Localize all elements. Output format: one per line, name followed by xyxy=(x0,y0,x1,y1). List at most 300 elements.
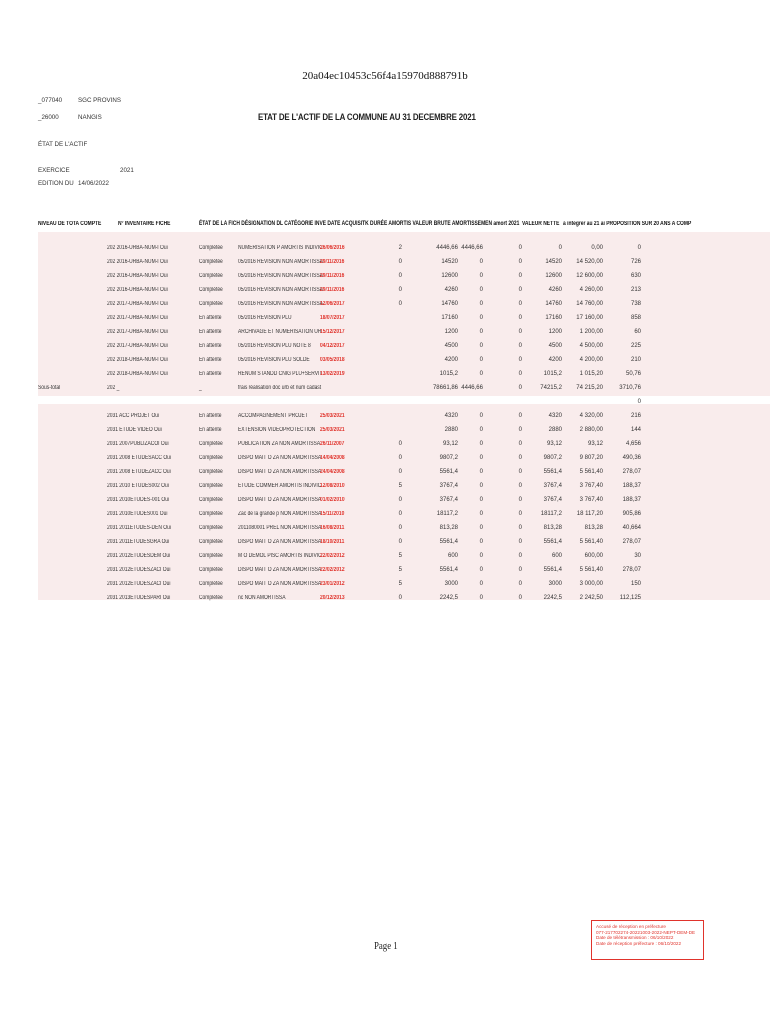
org-name-1: SGC PROVINS xyxy=(78,97,121,104)
table-cell-integ: 17 160,00 xyxy=(576,315,603,321)
table-cell-inv: 202 2018-URBA-NUM-I Oui xyxy=(107,357,168,363)
table-cell-prop: 905,86 xyxy=(622,511,641,517)
table-cell-etat: En attente xyxy=(199,427,222,433)
table-cell-amort: 0 xyxy=(479,413,483,419)
table-cell-desig: EXTENSION VIDEOPROTECTION xyxy=(238,427,316,433)
table-cell-duree: 5 xyxy=(398,567,402,573)
table-row xyxy=(0,271,770,283)
table-cell-amort: 0 xyxy=(479,343,483,349)
table-cell-integ: 14 520,00 xyxy=(576,259,603,265)
table-row xyxy=(0,551,770,563)
table-cell-amort: 0 xyxy=(479,469,483,475)
table-row xyxy=(0,411,770,423)
table-cell-brut: 14760 xyxy=(441,301,458,307)
table-cell-prop: 3710,76 xyxy=(619,385,641,391)
table-cell-duree: 0 xyxy=(398,539,402,545)
table-cell-prop: 278,07 xyxy=(622,539,641,545)
table-cell-etat: Complétée xyxy=(199,567,223,573)
table-cell-inv: 2031 2010ETUDES001 Oui xyxy=(107,511,168,517)
table-cell-prop: 188,37 xyxy=(622,483,641,489)
table-cell-amort: 4446,66 xyxy=(461,245,483,251)
table-cell-inv: 2031 2010 ETUDES002 Oui xyxy=(107,483,169,489)
table-cell-amort: 0 xyxy=(479,539,483,545)
table-cell-level: Sous-total xyxy=(38,385,61,391)
table-cell-integ: 2 880,00 xyxy=(579,427,603,433)
table-cell-date: 18/07/2017 xyxy=(320,315,345,321)
table-cell-brut: 78661,86 xyxy=(432,385,458,391)
table-cell-net: 2242,5 xyxy=(543,595,562,601)
table-cell-date: 15/12/2017 xyxy=(320,329,345,335)
document-hash: 20a04ec10453c56f4a15970d888791b xyxy=(302,70,468,82)
table-cell-date: 24/04/2008 xyxy=(320,469,345,475)
table-cell-net: 5561,4 xyxy=(543,567,562,573)
table-cell-net: 9807,2 xyxy=(543,455,562,461)
table-cell-integ: 3 767,40 xyxy=(579,497,603,503)
table-cell-etat: Complétée xyxy=(199,259,223,265)
table-cell-a2021: 0 xyxy=(518,245,522,251)
table-cell-duree: 0 xyxy=(398,273,402,279)
table-cell-inv: 202 2016-URBA-NUM-I Oui xyxy=(107,287,168,293)
table-cell-brut: 4260 xyxy=(444,287,458,293)
table-cell-duree: 0 xyxy=(398,525,402,531)
table-cell-prop: 112,125 xyxy=(619,595,641,601)
table-cell-inv: 2031 2012ETUDESDEM Oui xyxy=(107,553,171,559)
table-cell-date: 26/06/2016 xyxy=(320,245,345,251)
table-cell-net: 2880 xyxy=(548,427,562,433)
table-cell-net: 4200 xyxy=(548,357,562,363)
table-cell-brut: 4200 xyxy=(444,357,458,363)
table-cell-a2021: 0 xyxy=(518,497,522,503)
table-cell-net: 3000 xyxy=(548,581,562,587)
table-cell-prop: 50,76 xyxy=(625,371,641,377)
table-cell-brut: 5561,4 xyxy=(439,567,458,573)
table-cell-net: 1200 xyxy=(548,329,562,335)
table-cell-net: 74215,2 xyxy=(540,385,562,391)
table-cell-brut: 4500 xyxy=(444,343,458,349)
table-cell-etat: En attente xyxy=(199,357,222,363)
table-row xyxy=(0,355,770,367)
table-cell-inv: 202 2017-URBA-NUM-I Oui xyxy=(107,315,168,321)
table-cell-amort: 0 xyxy=(479,553,483,559)
table-cell-integ: 18 117,20 xyxy=(576,511,603,517)
table-cell-a2021: 0 xyxy=(518,329,522,335)
table-cell-net: 4260 xyxy=(548,287,562,293)
table-cell-net: 17160 xyxy=(545,315,562,321)
table-row xyxy=(0,467,770,479)
table-cell-desig: 2011080001 PREL NON AMORTISSA xyxy=(238,525,322,531)
table-cell-etat: Complétée xyxy=(199,595,223,601)
table-cell-prop: 630 xyxy=(630,273,641,279)
table-cell-brut: 1200 xyxy=(444,329,458,335)
table-cell-date: 29/11/2016 xyxy=(320,273,345,279)
table-cell-a2021: 0 xyxy=(518,567,522,573)
table-cell-integ: 3 767,40 xyxy=(579,483,603,489)
table-cell-prop: 0 xyxy=(637,399,641,405)
table-cell-etat: Complétée xyxy=(199,497,223,503)
table-cell-prop: 144 xyxy=(630,427,641,433)
table-cell-etat: En attente xyxy=(199,329,222,335)
table-cell-prop: 216 xyxy=(630,413,641,419)
table-cell-inv: 2031 2010ETUDES-001 Oui xyxy=(107,497,170,503)
table-cell-date: 29/11/2016 xyxy=(320,259,345,265)
table-row xyxy=(0,397,770,409)
table-cell-brut: 2242,5 xyxy=(439,595,458,601)
table-cell-a2021: 0 xyxy=(518,343,522,349)
table-cell-prop: 188,37 xyxy=(622,497,641,503)
table-cell-integ: 12 600,00 xyxy=(576,273,603,279)
table-cell-inv: 2031 2011ETUDES-DEN Oui xyxy=(107,525,171,531)
exercice-label: EXERCICE xyxy=(38,167,70,174)
section-title: ÉTAT DE L'ACTIF xyxy=(38,141,88,148)
table-cell-brut: 2880 xyxy=(444,427,458,433)
table-cell-a2021: 0 xyxy=(518,259,522,265)
table-cell-inv: 2031 2008 ETUDEZACC Oui xyxy=(107,469,171,475)
table-row xyxy=(0,341,770,353)
table-cell-etat: Complétée xyxy=(199,273,223,279)
table-cell-brut: 18117,2 xyxy=(436,511,458,517)
table-cell-etat: Complétée xyxy=(199,539,223,545)
org-code-1: _077040 xyxy=(38,97,63,104)
table-cell-inv: 2031 2012ETUDESZACI Oui xyxy=(107,567,171,573)
table-cell-prop: 278,07 xyxy=(622,567,641,573)
table-cell-etat: En attente xyxy=(199,413,222,419)
column-header-level: NIVEAU DE TOTA COMPTE xyxy=(38,221,102,227)
column-header-details: ÉTAT DE LA FICH DÉSIGNATION DL CATÉGORIE INVE DATE ACQUISITK DURÉE AMORTIS VALEUR BRUTE AMORTISSEMEN amort 2021 xyxy=(199,221,520,227)
table-cell-integ: 0,00 xyxy=(591,245,603,251)
table-cell-a2021: 0 xyxy=(518,371,522,377)
stamp-line: Accusé de réception en préfecture xyxy=(596,924,666,929)
table-cell-desig: Zac de la grande p NON AMORTISSA xyxy=(238,511,322,517)
table-cell-date: 01/02/2010 xyxy=(320,497,345,503)
table-cell-brut: 3767,4 xyxy=(439,483,458,489)
table-cell-net: 0 xyxy=(558,245,562,251)
table-cell-desig: DISPO MAIT O ZA NON AMORTISSA xyxy=(238,581,322,587)
table-cell-date: 14/04/2008 xyxy=(320,455,345,461)
table-cell-brut: 5561,4 xyxy=(439,469,458,475)
table-cell-desig: 05/2016 REVISION PLU NOTE 8 xyxy=(238,343,311,349)
table-cell-brut: 3000 xyxy=(444,581,458,587)
table-cell-a2021: 0 xyxy=(518,301,522,307)
table-cell-date: 22/02/2012 xyxy=(320,553,345,559)
table-cell-amort: 0 xyxy=(479,287,483,293)
column-header-proposal: a integrer au 21 ai PROPOSITION SUR 20 ANS A COMP xyxy=(563,221,692,227)
table-cell-duree: 0 xyxy=(398,287,402,293)
table-row xyxy=(0,439,770,451)
table-cell-etat: Complétée xyxy=(199,441,223,447)
edition-value: 14/06/2022 xyxy=(78,180,109,187)
table-cell-date: 12/08/2010 xyxy=(320,483,345,489)
table-cell-duree: 0 xyxy=(398,259,402,265)
table-cell-amort: 0 xyxy=(479,483,483,489)
table-cell-amort: 0 xyxy=(479,329,483,335)
table-cell-a2021: 0 xyxy=(518,525,522,531)
table-cell-inv: 2031 2011ETUDESGRA Oui xyxy=(107,539,170,545)
table-cell-brut: 600 xyxy=(447,553,458,559)
table-cell-duree: 0 xyxy=(398,497,402,503)
table-cell-desig: DISPO MAIT O ZA NON AMORTISSA xyxy=(238,539,322,545)
table-cell-a2021: 0 xyxy=(518,581,522,587)
table-cell-amort: 0 xyxy=(479,441,483,447)
table-cell-etat: Complétée xyxy=(199,245,223,251)
table-cell-net: 813,28 xyxy=(543,525,562,531)
table-cell-etat: Complétée xyxy=(199,553,223,559)
table-cell-date: 16/08/2011 xyxy=(320,525,345,531)
table-cell-amort: 0 xyxy=(479,511,483,517)
table-cell-amort: 0 xyxy=(479,595,483,601)
table-cell-etat: En attente xyxy=(199,343,222,349)
table-cell-date: 12/06/2017 xyxy=(320,301,345,307)
table-cell-duree: 0 xyxy=(398,469,402,475)
table-cell-amort: 0 xyxy=(479,581,483,587)
table-cell-integ: 5 561,40 xyxy=(579,567,603,573)
table-cell-amort: 0 xyxy=(479,357,483,363)
table-cell-a2021: 0 xyxy=(518,455,522,461)
table-row xyxy=(0,425,770,437)
table-cell-prop: 225 xyxy=(630,343,641,349)
table-cell-amort: 0 xyxy=(479,455,483,461)
table-cell-prop: 0 xyxy=(637,245,641,251)
stamp-line: Date de télétransmission : 06/10/2022 xyxy=(596,935,674,941)
table-cell-net: 5561,4 xyxy=(543,539,562,545)
table-cell-net: 4500 xyxy=(548,343,562,349)
table-cell-a2021: 0 xyxy=(518,385,522,391)
table-cell-desig: PUBLICATION ZA NON AMORTISSA xyxy=(238,441,321,447)
table-cell-net: 600 xyxy=(551,553,562,559)
table-cell-duree: 0 xyxy=(398,301,402,307)
table-cell-amort: 0 xyxy=(479,315,483,321)
table-cell-duree: 5 xyxy=(398,483,402,489)
table-cell-net: 12600 xyxy=(545,273,562,279)
table-cell-a2021: 0 xyxy=(518,441,522,447)
table-cell-a2021: 0 xyxy=(518,595,522,601)
table-cell-net: 18117,2 xyxy=(540,511,562,517)
table-row xyxy=(0,481,770,493)
table-cell-brut: 1015,2 xyxy=(439,371,458,377)
table-cell-inv: 2031 ACC PROJET Oui xyxy=(107,413,160,419)
table-cell-brut: 3767,4 xyxy=(439,497,458,503)
table-cell-desig: 05/2016 REVISION NON AMORTISSA xyxy=(238,301,323,307)
table-cell-etat: En attente xyxy=(199,371,222,377)
table-cell-inv: 2031 2007PUBLIZACOI Oui xyxy=(107,441,169,447)
table-row xyxy=(0,565,770,577)
table-cell-duree: 0 xyxy=(398,511,402,517)
table-cell-etat: Complétée xyxy=(199,581,223,587)
table-cell-desig: DISPO MAIT O ZA NON AMORTISSA xyxy=(238,455,322,461)
table-cell-brut: 93,12 xyxy=(442,441,458,447)
table-cell-desig: DISPO MAIT O ZA NON AMORTISSA xyxy=(238,469,322,475)
table-cell-a2021: 0 xyxy=(518,427,522,433)
table-row xyxy=(0,327,770,339)
table-cell-brut: 14520 xyxy=(441,259,458,265)
table-cell-date: 18/10/2011 xyxy=(320,539,345,545)
table-cell-date: 23/01/2012 xyxy=(320,581,345,587)
table-cell-net: 14760 xyxy=(545,301,562,307)
table-cell-desig: M O DEMOL PISC AMORTIS INDIVIC xyxy=(238,553,322,559)
table-row xyxy=(0,537,770,549)
table-cell-integ: 2 242,50 xyxy=(579,595,603,601)
page-title: ETAT DE L'ACTIF DE LA COMMUNE AU 31 DECEMBRE 2021 xyxy=(258,112,476,122)
table-row xyxy=(0,383,770,395)
table-cell-integ: 4 320,00 xyxy=(579,413,603,419)
table-cell-brut: 12600 xyxy=(441,273,458,279)
table-cell-net: 14520 xyxy=(545,259,562,265)
table-cell-prop: 210 xyxy=(630,357,641,363)
table-cell-amort: 0 xyxy=(479,259,483,265)
table-cell-prop: 490,36 xyxy=(622,455,641,461)
table-cell-desig: 05/2016 REVISION NON AMORTISSA xyxy=(238,259,323,265)
table-cell-prop: 40,664 xyxy=(622,525,641,531)
table-cell-net: 5561,4 xyxy=(543,469,562,475)
table-cell-desig: frais réalisation doc urb et num cadast xyxy=(238,385,322,391)
table-cell-integ: 14 760,00 xyxy=(576,301,603,307)
table-row xyxy=(0,453,770,465)
table-cell-prop: 213 xyxy=(630,287,641,293)
table-cell-desig: ETUDE COMMER AMORTIS INDIVIC xyxy=(238,483,322,489)
table-cell-etat: Complétée xyxy=(199,455,223,461)
table-cell-integ: 5 561,40 xyxy=(579,469,603,475)
table-cell-inv: 2031 ETUDE VIDEO Oui xyxy=(107,427,162,433)
table-cell-desig: 05/2016 REVISION NON AMORTISSA xyxy=(238,273,323,279)
table-cell-date: 25/03/2021 xyxy=(320,413,345,419)
table-cell-desig: RENUM STANDD CNIG PLU+SERVIT xyxy=(238,371,323,377)
table-cell-date: 15/11/2010 xyxy=(320,511,345,517)
table-cell-integ: 813,28 xyxy=(584,525,603,531)
table-cell-etat: En attente xyxy=(199,315,222,321)
table-cell-inv: 202 2016-URBA-NUM-I Oui xyxy=(107,273,168,279)
table-row xyxy=(0,509,770,521)
table-cell-date: 04/12/2017 xyxy=(320,343,345,349)
table-cell-integ: 74 215,20 xyxy=(576,385,603,391)
prefecture-stamp xyxy=(591,920,704,960)
table-cell-brut: 813,28 xyxy=(439,525,458,531)
table-cell-amort: 0 xyxy=(479,525,483,531)
table-cell-amort: 0 xyxy=(479,427,483,433)
table-row xyxy=(0,243,770,255)
org-name-2: NANGIS xyxy=(78,114,102,121)
table-cell-integ: 4 200,00 xyxy=(579,357,603,363)
table-cell-a2021: 0 xyxy=(518,553,522,559)
table-cell-etat: _ xyxy=(199,385,202,391)
exercice-value: 2021 xyxy=(120,167,134,174)
table-cell-net: 3767,4 xyxy=(543,497,562,503)
table-cell-inv: 202 2016-URBA-NUM-I Oui xyxy=(107,259,168,265)
table-cell-etat: Complétée xyxy=(199,287,223,293)
table-cell-a2021: 0 xyxy=(518,315,522,321)
table-cell-brut: 4446,66 xyxy=(436,245,458,251)
table-cell-date: 13/02/2019 xyxy=(320,371,345,377)
table-cell-duree: 5 xyxy=(398,553,402,559)
table-cell-integ: 5 561,40 xyxy=(579,539,603,545)
table-cell-inv: 202 2017-URBA-NUM-I Oui xyxy=(107,343,168,349)
edition-label: EDITION DU xyxy=(38,180,74,187)
table-cell-a2021: 0 xyxy=(518,413,522,419)
table-cell-amort: 0 xyxy=(479,567,483,573)
table-cell-a2021: 0 xyxy=(518,511,522,517)
table-cell-desig: NUMERISATION P AMORTIS INDIVIC xyxy=(238,245,323,251)
column-header-net-value: VALEUR NETTE xyxy=(522,221,560,227)
table-row xyxy=(0,523,770,535)
table-cell-inv: 2031 2013ETUDESPARI Oui xyxy=(107,595,171,601)
stamp-line: Date de réception préfecture : 06/10/2022 xyxy=(596,940,682,946)
table-cell-prop: 60 xyxy=(634,329,641,335)
table-cell-inv: 202 2016-URBA-NUM-I Oui xyxy=(107,245,168,251)
table-cell-prop: 726 xyxy=(630,259,641,265)
table-cell-a2021: 0 xyxy=(518,273,522,279)
stamp-line: 077-217702274-20221003-2022-NEPT-DEM-DE xyxy=(596,929,696,935)
table-row xyxy=(0,495,770,507)
table-cell-prop: 738 xyxy=(630,301,641,307)
table-cell-desig: 05/2016 REVISION PLU SOLDE xyxy=(238,357,310,363)
table-cell-integ: 1 015,20 xyxy=(579,371,603,377)
table-cell-duree: 0 xyxy=(398,441,402,447)
table-cell-etat: Complétée xyxy=(199,483,223,489)
table-cell-inv: 202 2018-URBA-NUM-I Oui xyxy=(107,371,168,377)
table-cell-inv: 2031 2012ETUDESZACI Oui xyxy=(107,581,171,587)
table-cell-amort: 0 xyxy=(479,273,483,279)
table-cell-amort: 0 xyxy=(479,497,483,503)
table-row xyxy=(0,285,770,297)
page-number: Page 1 xyxy=(374,940,398,952)
table-cell-date: 22/02/2012 xyxy=(320,567,345,573)
table-cell-desig: nc NON AMORTISSA xyxy=(238,595,286,601)
table-cell-desig: DISPO MAIT O ZA NON AMORTISSA xyxy=(238,567,322,573)
table-cell-date: 26/11/2007 xyxy=(320,441,345,447)
table-cell-prop: 278,07 xyxy=(622,469,641,475)
table-row xyxy=(0,299,770,311)
table-cell-desig: ARCHIVAGE ET NUMERISATION UR xyxy=(238,329,322,335)
table-cell-date: 25/03/2021 xyxy=(320,427,345,433)
table-cell-date: 03/05/2018 xyxy=(320,357,345,363)
table-cell-desig: ACCOMPAGNEMENT PROJET xyxy=(238,413,308,419)
table-cell-inv: 2031 2008 ETUDESACC Oui xyxy=(107,455,171,461)
table-cell-a2021: 0 xyxy=(518,469,522,475)
table-cell-duree: 0 xyxy=(398,595,402,601)
table-cell-a2021: 0 xyxy=(518,357,522,363)
table-cell-prop: 4,656 xyxy=(625,441,641,447)
table-cell-date: 29/11/2016 xyxy=(320,287,345,293)
table-cell-etat: Complétée xyxy=(199,301,223,307)
org-code-2: _26000 xyxy=(38,114,59,121)
table-cell-inv: 202 2017-URBA-NUM-I Oui xyxy=(107,301,168,307)
table-cell-net: 3767,4 xyxy=(543,483,562,489)
table-row xyxy=(0,593,770,605)
table-cell-prop: 858 xyxy=(630,315,641,321)
table-cell-inv: 202 _ xyxy=(107,385,120,391)
column-header-inventory: N° INVENTAIRE FICHE xyxy=(118,221,171,227)
table-row xyxy=(0,579,770,591)
table-cell-prop: 30 xyxy=(634,553,641,559)
table-cell-net: 93,12 xyxy=(546,441,562,447)
table-cell-amort: 0 xyxy=(479,371,483,377)
table-cell-a2021: 0 xyxy=(518,483,522,489)
table-cell-duree: 0 xyxy=(398,455,402,461)
table-cell-integ: 3 000,00 xyxy=(579,581,603,587)
table-cell-net: 4320 xyxy=(548,413,562,419)
table-cell-integ: 1 200,00 xyxy=(579,329,603,335)
table-cell-integ: 4 500,00 xyxy=(579,343,603,349)
table-cell-integ: 4 260,00 xyxy=(579,287,603,293)
table-cell-desig: DISPO MAIT O ZA NON AMORTISSA xyxy=(238,497,322,503)
table-cell-etat: Complétée xyxy=(199,525,223,531)
table-cell-amort: 0 xyxy=(479,301,483,307)
table-cell-amort: 4446,66 xyxy=(461,385,483,391)
table-cell-duree: 5 xyxy=(398,581,402,587)
table-cell-integ: 600,00 xyxy=(584,553,603,559)
table-cell-duree: 2 xyxy=(398,245,402,251)
table-row xyxy=(0,257,770,269)
table-cell-brut: 9807,2 xyxy=(439,455,458,461)
table-cell-etat: Complétée xyxy=(199,469,223,475)
